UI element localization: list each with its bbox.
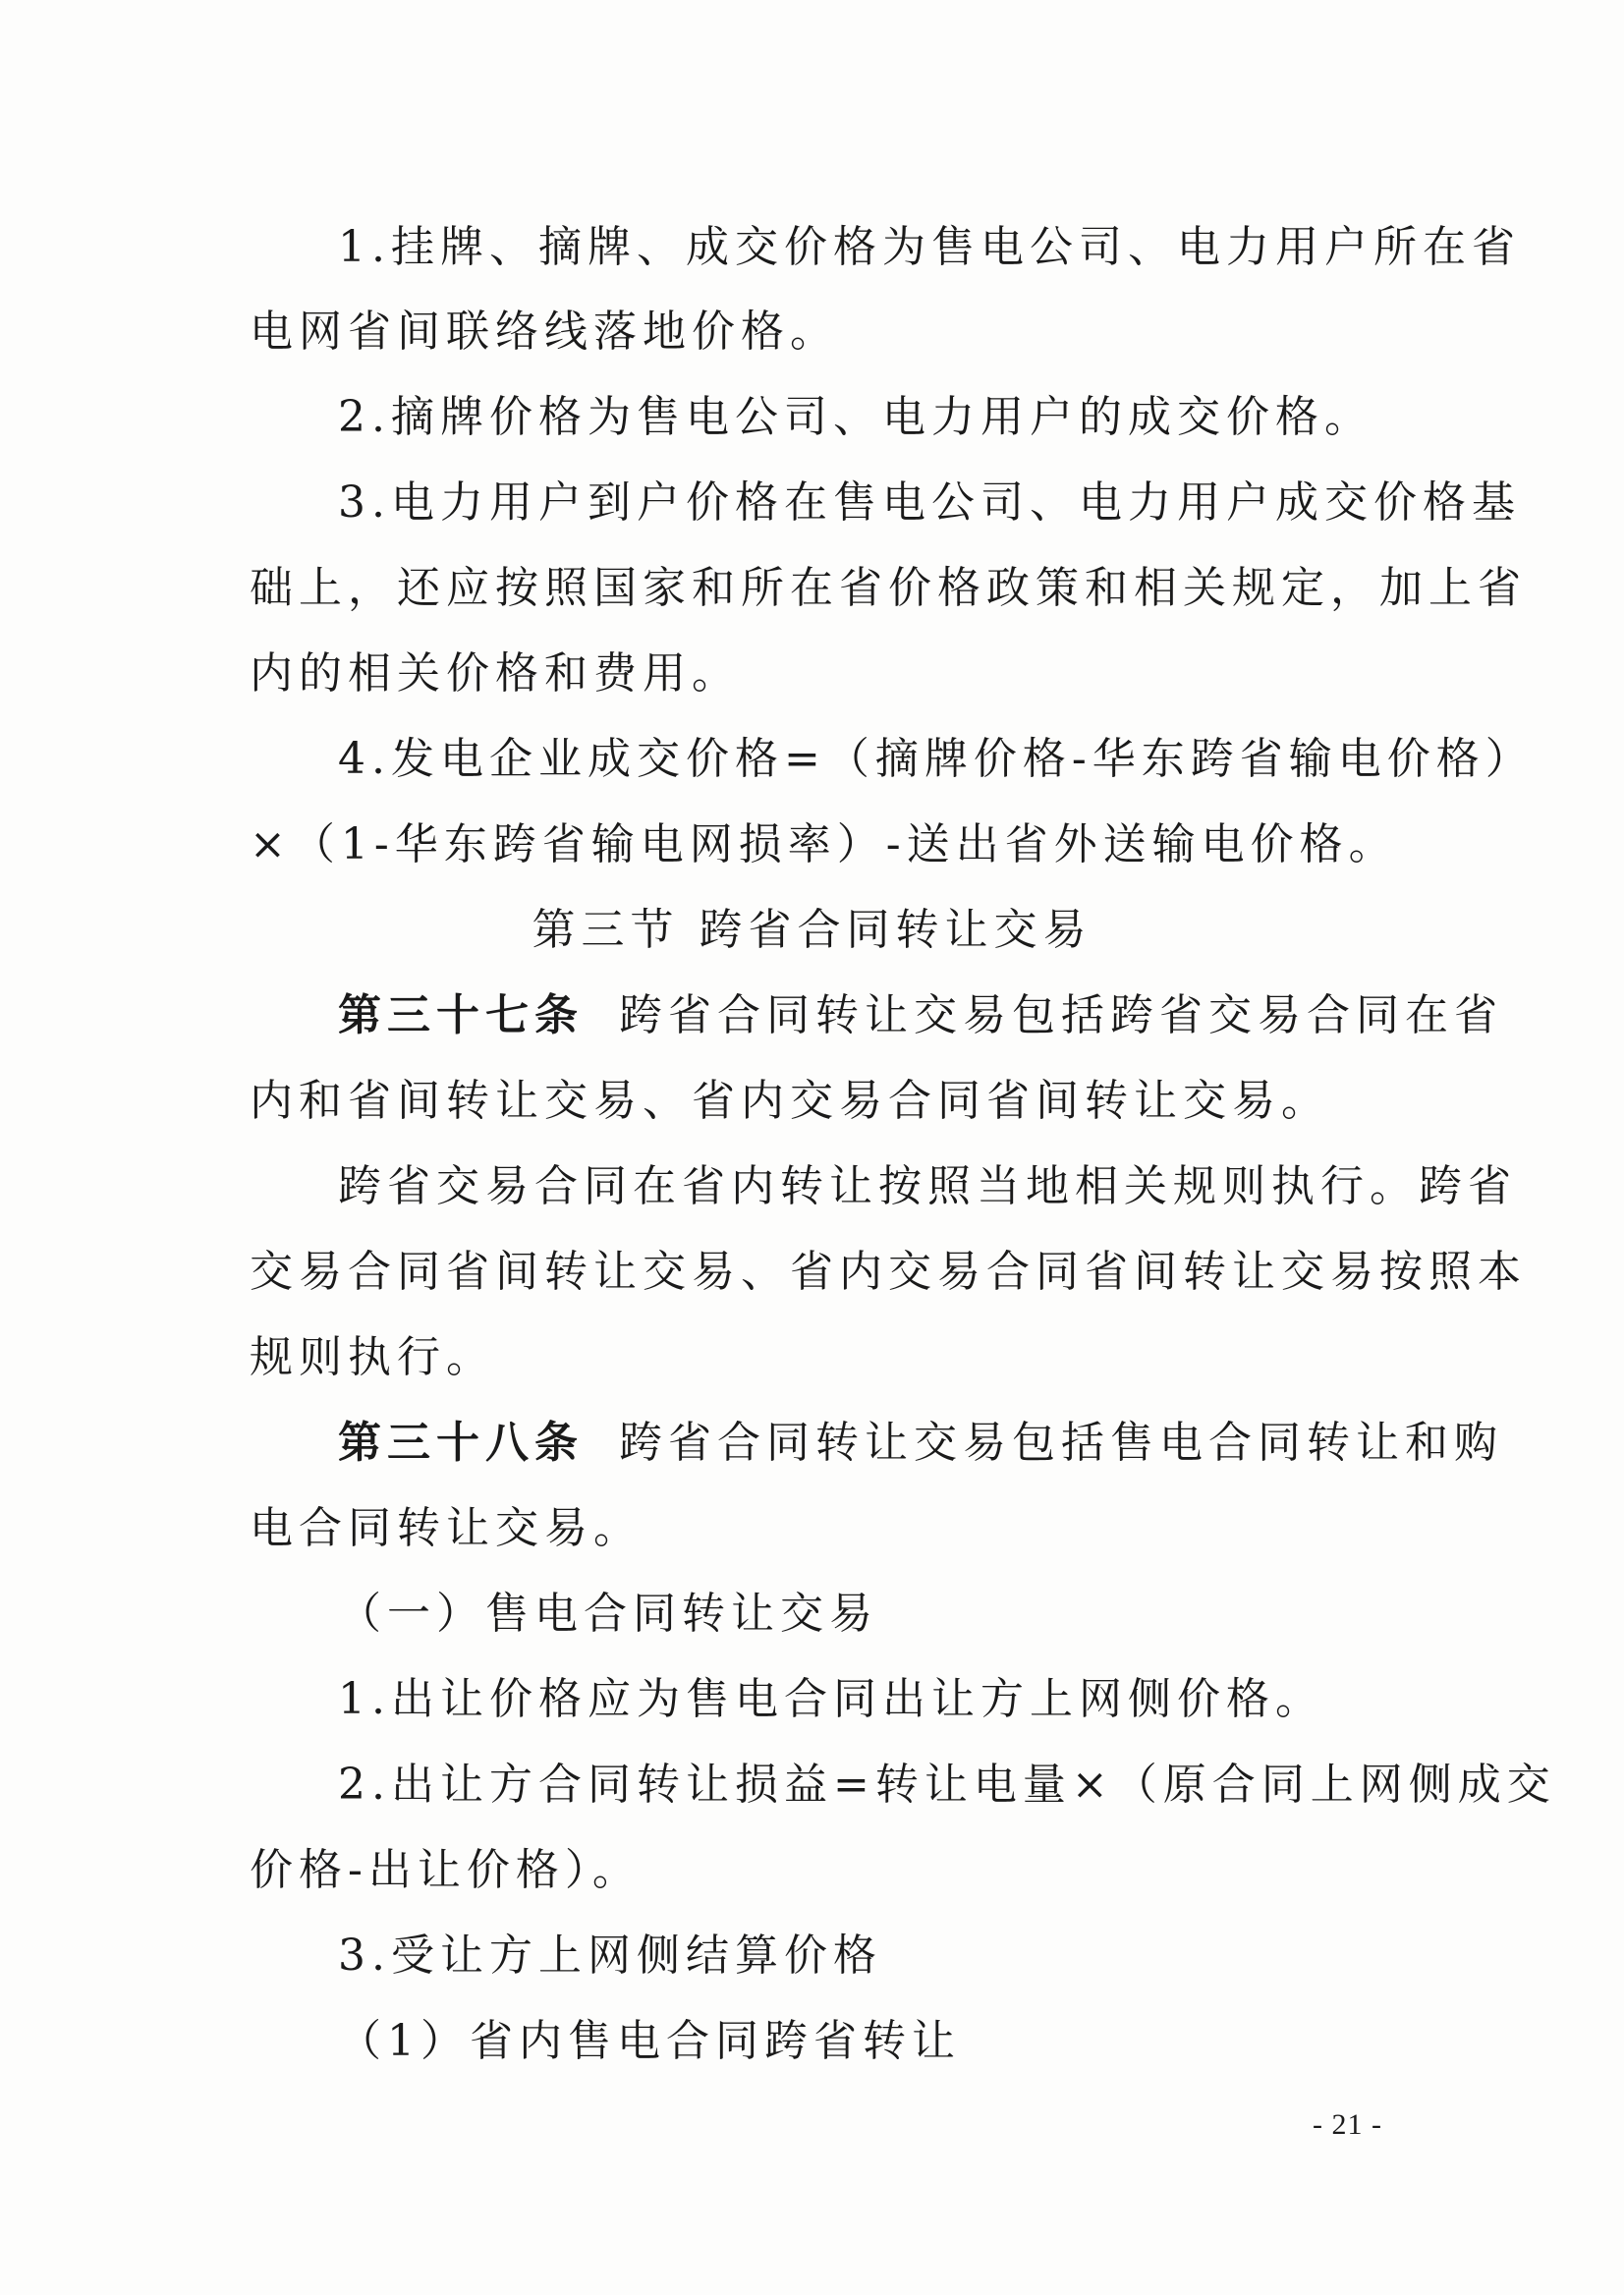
- list-item-1-line-2: 电网省间联络线落地价格。: [250, 307, 839, 357]
- article-38-line-1: [338, 1414, 1503, 1473]
- list-item-3-line-2: 础上，还应按照国家和所在省价格政策和相关规定，加上省: [250, 563, 1527, 613]
- paragraph-line-2: 交易合同省间转让交易、省内交易合同省间转让交易按照本: [250, 1247, 1527, 1297]
- page-number: - 21 -: [1313, 2108, 1382, 2141]
- article-37-line-1: [338, 986, 1503, 1045]
- sales-item-1: 1.出让价格应为售电合同出让方上网侧价格。: [338, 1674, 1324, 1724]
- sales-item-3: 3.受让方上网侧结算价格: [338, 1931, 882, 1981]
- paragraph-line-3: 规则执行。: [250, 1332, 495, 1382]
- paragraph-line-1: 跨省交易合同在省内转让按照当地相关规则执行。跨省: [338, 1161, 1517, 1211]
- list-item-4-line-1: 4.发电企业成交价格=（摘牌价格-华东跨省输电价格）: [338, 734, 1535, 784]
- sales-item-2-line-2: 价格-出让价格）。: [250, 1845, 642, 1895]
- article-37-head: 第三十七条: [338, 990, 584, 1040]
- article-38-text: 跨省合同转让交易包括售电合同转让和购: [619, 1418, 1503, 1468]
- article-38-head: 第三十八条: [338, 1418, 584, 1468]
- article-37-line-2: 内和省间转让交易、省内交易合同省间转让交易。: [250, 1076, 1330, 1126]
- list-item-4-line-2: ×（1-华东跨省输电网损率）-送出省外送输电价格。: [250, 819, 1398, 869]
- article-37-text: 跨省合同转让交易包括跨省交易合同在省: [619, 990, 1503, 1040]
- section-heading: 第三节 跨省合同转让交易: [532, 905, 1092, 955]
- subheading-sales-contract: （一）售电合同转让交易: [338, 1589, 878, 1639]
- article-38-line-2: 电合同转让交易。: [250, 1503, 643, 1553]
- list-item-1-line-1: 1.挂牌、摘牌、成交价格为售电公司、电力用户所在省: [338, 222, 1521, 272]
- sales-item-2-line-1: 2.出让方合同转让损益=转让电量×（原合同上网侧成交: [338, 1760, 1556, 1810]
- list-item-2: 2.摘牌价格为售电公司、电力用户的成交价格。: [338, 392, 1373, 442]
- list-item-3-line-1: 3.电力用户到户价格在售电公司、电力用户成交价格基: [338, 477, 1521, 528]
- sales-item-3-sub-1: （1）省内售电合同跨省转让: [338, 2016, 961, 2066]
- list-item-3-line-3: 内的相关价格和费用。: [250, 648, 741, 699]
